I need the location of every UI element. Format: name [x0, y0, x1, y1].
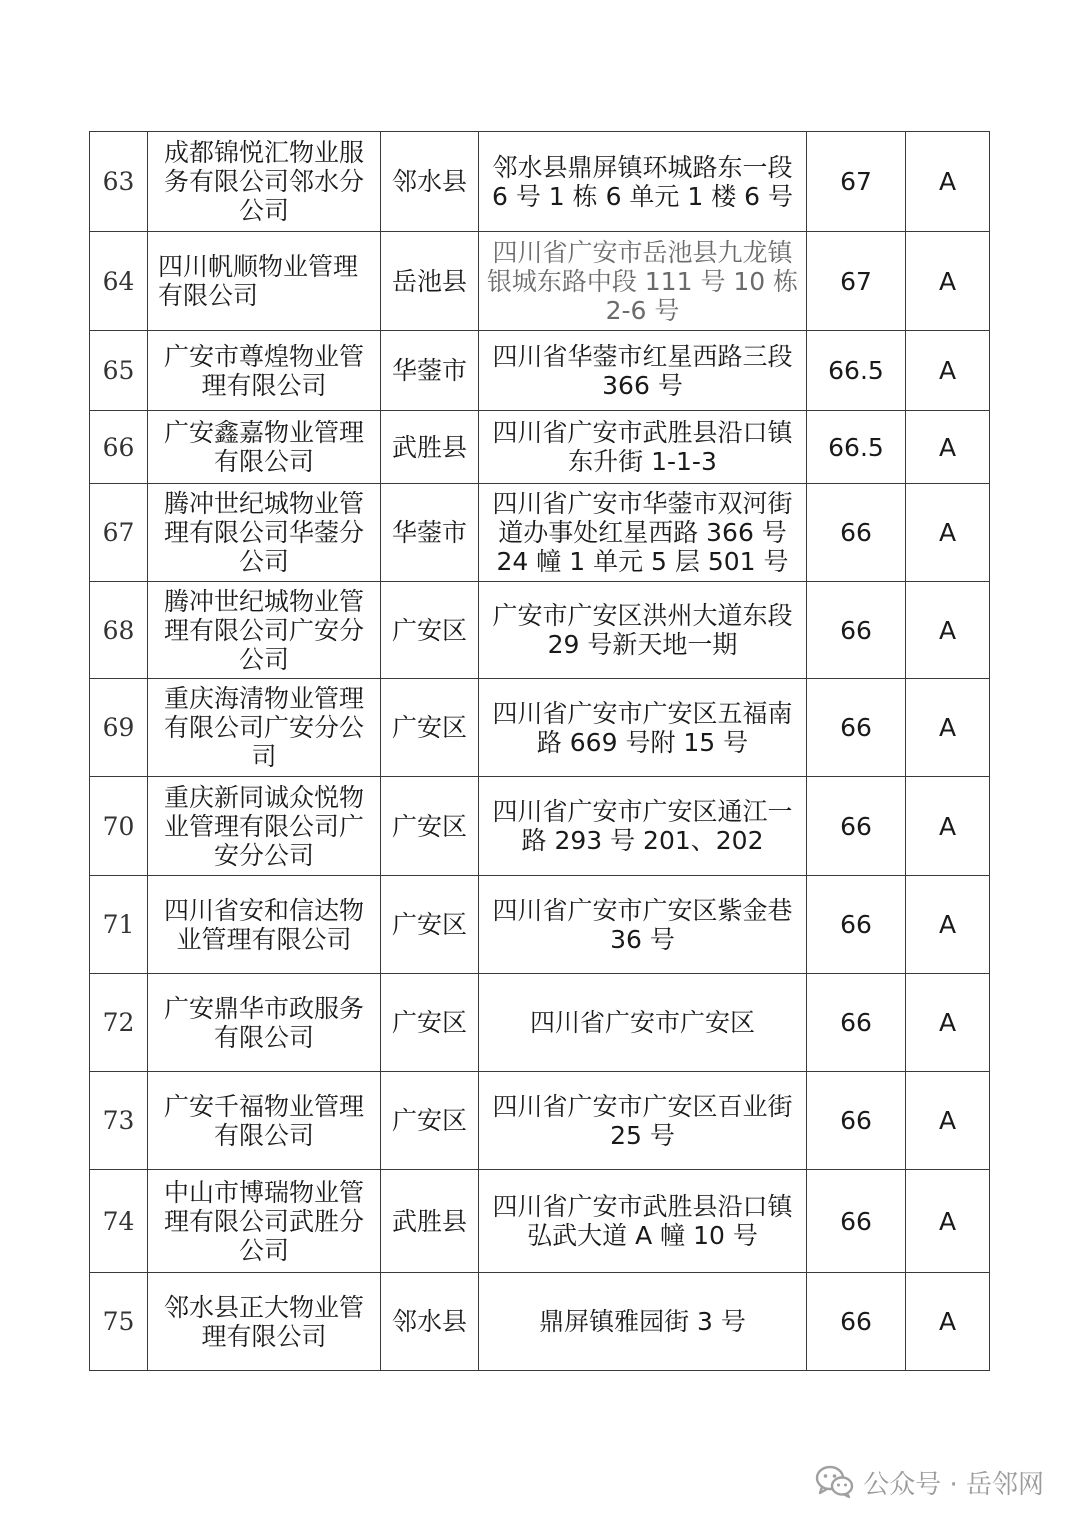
- address: 邻水县鼎屏镇环城路东一段 6 号 1 栋 6 单元 1 楼 6 号: [479, 132, 807, 232]
- address: 四川省广安市广安区紫金巷 36 号: [479, 876, 807, 974]
- company-name: 重庆新同诚众悦物业管理有限公司广安分公司: [148, 777, 381, 876]
- grade: A: [906, 582, 990, 679]
- score: 66: [807, 582, 906, 679]
- company-name: 腾冲世纪城物业管理有限公司华蓥分公司: [148, 484, 381, 582]
- score: 66: [807, 1072, 906, 1170]
- table-row: [90, 1273, 990, 1371]
- company-name: 四川省安和信达物业管理有限公司: [148, 876, 381, 974]
- table-row: [90, 876, 990, 974]
- grade: A: [906, 876, 990, 974]
- score: 66: [807, 484, 906, 582]
- row-number: 65: [90, 331, 148, 411]
- grade: A: [906, 679, 990, 777]
- address: 四川省广安市广安区通江一路 293 号 201、202: [479, 777, 807, 876]
- address: 四川省广安市广安区五福南路 669 号附 15 号: [479, 679, 807, 777]
- company-name: 广安鼎华市政服务有限公司: [148, 974, 381, 1072]
- score: 66: [807, 876, 906, 974]
- address: 四川省广安市华蓥市双河街道办事处红星西路 366 号 24 幢 1 单元 5 层 501 号: [479, 484, 807, 582]
- grade: A: [906, 1170, 990, 1273]
- district: 武胜县: [381, 1170, 479, 1273]
- company-name: 中山市博瑞物业管理有限公司武胜分公司: [148, 1170, 381, 1273]
- grade: A: [906, 132, 990, 232]
- grade: A: [906, 411, 990, 484]
- address: 四川省广安市岳池县九龙镇银城东路中段 111 号 10 栋 2-6 号: [479, 232, 807, 331]
- property-company-table: [89, 131, 990, 1371]
- row-number: 67: [90, 484, 148, 582]
- grade: A: [906, 777, 990, 876]
- table-row: [90, 1072, 990, 1170]
- district: 邻水县: [381, 132, 479, 232]
- district: 广安区: [381, 777, 479, 876]
- table-row: [90, 411, 990, 484]
- address: 四川省广安市广安区百业街 25 号: [479, 1072, 807, 1170]
- company-name: 腾冲世纪城物业管理有限公司广安分公司: [148, 582, 381, 679]
- score: 67: [807, 132, 906, 232]
- wechat-icon: [815, 1465, 855, 1499]
- address: 广安市广安区洪州大道东段 29 号新天地一期: [479, 582, 807, 679]
- row-number: 69: [90, 679, 148, 777]
- row-number: 64: [90, 232, 148, 331]
- company-name: 广安市尊煌物业管理有限公司: [148, 331, 381, 411]
- watermark: [815, 1462, 1044, 1502]
- district: 广安区: [381, 679, 479, 777]
- row-number: 71: [90, 876, 148, 974]
- grade: A: [906, 1072, 990, 1170]
- score: 66: [807, 777, 906, 876]
- score: 66.5: [807, 331, 906, 411]
- score: 66: [807, 1170, 906, 1273]
- company-name: 成都锦悦汇物业服务有限公司邻水分公司: [148, 132, 381, 232]
- company-name: 广安鑫嘉物业管理有限公司: [148, 411, 381, 484]
- address: 四川省广安市武胜县沿口镇弘武大道 A 幢 10 号: [479, 1170, 807, 1273]
- district: 华蓥市: [381, 484, 479, 582]
- district: 邻水县: [381, 1273, 479, 1371]
- district: 广安区: [381, 582, 479, 679]
- grade: A: [906, 331, 990, 411]
- table-row: [90, 974, 990, 1072]
- table-row: [90, 331, 990, 411]
- company-name: 四川帆顺物业管理有限公司: [148, 232, 381, 331]
- row-number: 68: [90, 582, 148, 679]
- row-number: 74: [90, 1170, 148, 1273]
- score: 66: [807, 974, 906, 1072]
- table-row: [90, 484, 990, 582]
- grade: A: [906, 484, 990, 582]
- company-name: 广安千福物业管理有限公司: [148, 1072, 381, 1170]
- grade: A: [906, 974, 990, 1072]
- company-name: 邻水县正大物业管理有限公司: [148, 1273, 381, 1371]
- score: 66.5: [807, 411, 906, 484]
- watermark-text: 公众号 · 岳邻网: [863, 1469, 1044, 1500]
- company-name: 重庆海清物业管理有限公司广安分公司: [148, 679, 381, 777]
- district: 华蓥市: [381, 331, 479, 411]
- grade: A: [906, 1273, 990, 1371]
- table-row: [90, 132, 990, 232]
- table-row: [90, 777, 990, 876]
- table-row: [90, 1170, 990, 1273]
- address: 四川省广安市武胜县沿口镇东升街 1-1-3: [479, 411, 807, 484]
- district: 广安区: [381, 1072, 479, 1170]
- address: 四川省华蓥市红星西路三段 366 号: [479, 331, 807, 411]
- table-row: [90, 679, 990, 777]
- row-number: 63: [90, 132, 148, 232]
- district: 广安区: [381, 876, 479, 974]
- address: 四川省广安市广安区: [479, 974, 807, 1072]
- row-number: 70: [90, 777, 148, 876]
- district: 广安区: [381, 974, 479, 1072]
- score: 67: [807, 232, 906, 331]
- row-number: 66: [90, 411, 148, 484]
- district: 武胜县: [381, 411, 479, 484]
- address: 鼎屏镇雅园街 3 号: [479, 1273, 807, 1371]
- table-row: [90, 582, 990, 679]
- row-number: 73: [90, 1072, 148, 1170]
- score: 66: [807, 679, 906, 777]
- district: 岳池县: [381, 232, 479, 331]
- table-row: [90, 232, 990, 331]
- row-number: 72: [90, 974, 148, 1072]
- score: 66: [807, 1273, 906, 1371]
- grade: A: [906, 232, 990, 331]
- row-number: 75: [90, 1273, 148, 1371]
